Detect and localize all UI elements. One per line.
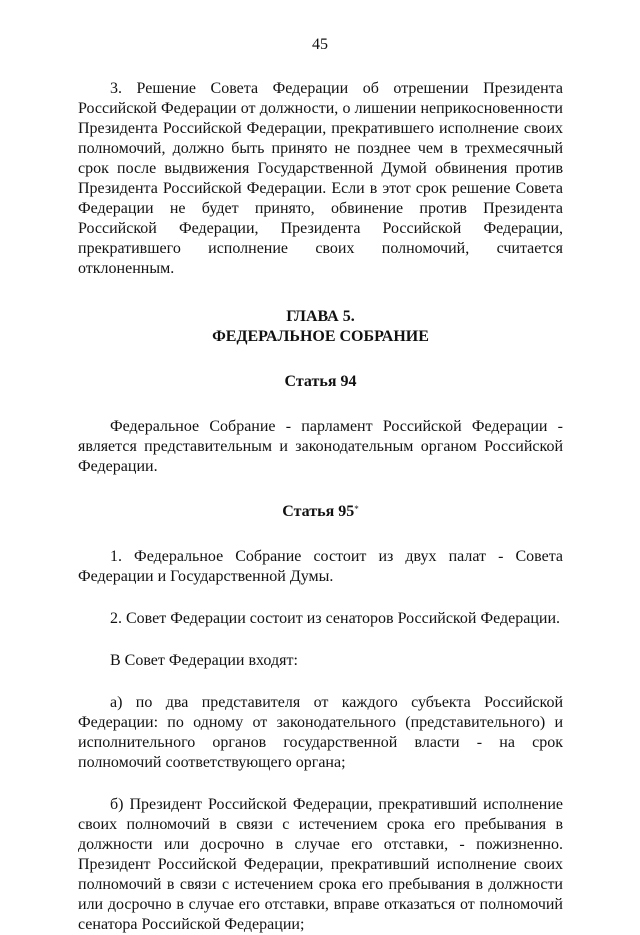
chapter-title: ФЕДЕРАЛЬНОЕ СОБРАНИЕ — [212, 328, 429, 345]
chapter-heading — [78, 307, 563, 347]
article-94-title: Статья 94 — [284, 373, 357, 390]
article-95-title: Статья 95 — [282, 503, 355, 520]
document-body — [78, 79, 563, 935]
article-95-item-a: а) по два представителя от каждого субъекта Российской Федерации: по одному от законодательного (представительного) и исполнительного органов государственной власти - на срок полномочий соответствующего органа; — [78, 694, 563, 771]
paragraph-impeachment: 3. Решение Совета Федерации об отрешении Президента Российской Федерации от должности, о лишении неприкосновенности Президента Российской Федерации, прекратившего исполнение своих полномочий, должно быть принято не позднее чем в трехмесячный срок после выдвижения Государственной Думой обвинения против Президента Российской Федерации. Если в этот срок решение Совета Федерации не будет принято, обвинение против Президента Российской Федерации, Президента Российской Федерации, прекратившего исполнение своих полномочий, считается отклоненным. — [78, 80, 563, 277]
page-number: 45 — [312, 36, 328, 53]
article-94-text: Федеральное Собрание - парламент Российской Федерации - является представительным и законодательным органом Российской Федерации. — [78, 418, 563, 475]
chapter-number: ГЛАВА 5. — [286, 308, 355, 325]
article-95-paragraph-1: 1. Федеральное Собрание состоит из двух палат - Совета Федерации и Государственной Думы. — [78, 548, 563, 585]
footnote-mark: * — [354, 504, 359, 514]
article-95-paragraph-3: В Совет Федерации входят: — [110, 652, 298, 669]
article-95-paragraph-2: 2. Совет Федерации состоит из сенаторов Российской Федерации. — [110, 610, 561, 627]
article-95-item-b: б) Президент Российской Федерации, прекративший исполнение своих полномочий в связи с истечением срока его пребывания в должности или досрочно в случае его отставки, - пожизненно. Президент Российской Федерации, прекративший исполнение своих полномочий в связи с истечением срока его пребывания в должности или досрочно в случае его отставки, вправе отказаться от полномочий сенатора Российской Федерации; — [78, 796, 563, 933]
article-95-heading — [78, 502, 563, 522]
